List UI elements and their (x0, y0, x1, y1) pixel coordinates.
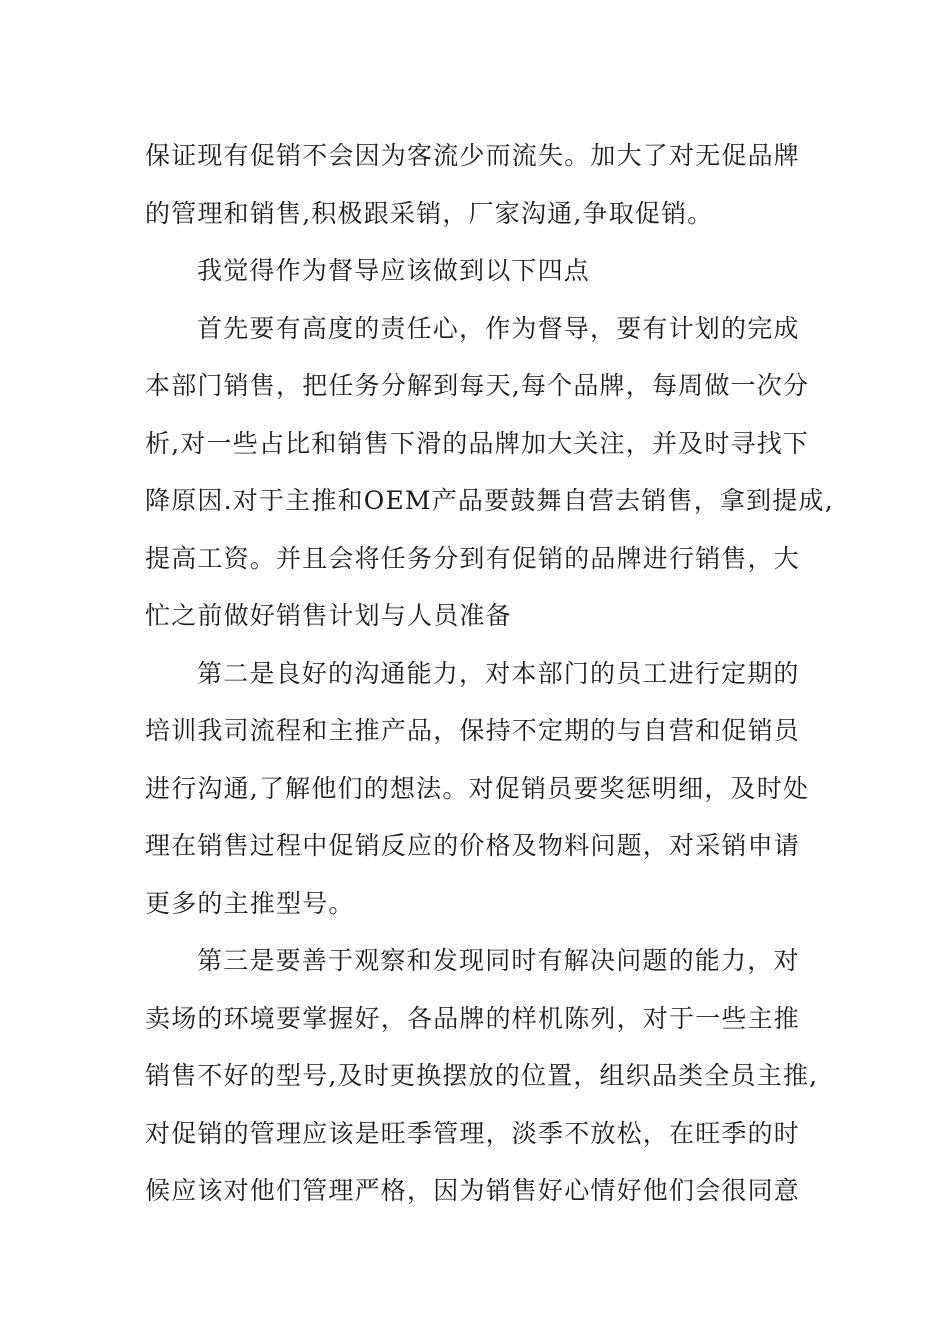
text-line: 卖场的环境要掌握好，各品牌的样机陈列，对于一些主推 (145, 1003, 801, 1033)
text-line: 提高工资。并且会将任务分到有促销的品牌进行销售，大 (145, 543, 801, 573)
text-line: 候应该对他们管理严格，因为销售好心情好他们会很同意 (145, 1176, 801, 1205)
text-line: 理在销售过程中促销反应的价格及物料问题，对采销申请 (145, 831, 801, 860)
document-body (145, 127, 834, 1220)
text-line: 第二是良好的沟通能力，对本部门的员工进行定期的 (197, 658, 800, 688)
paragraph-heading: 我觉得作为督导应该做到以下四点 (197, 256, 591, 285)
text-line: 本部门销售，把任务分解到每天,每个品牌，每周做一次分 (145, 371, 810, 400)
text-line: 进行沟通,了解他们的想法。对促销员要奖惩明细，及时处 (145, 773, 810, 803)
text-line: 销售不好的型号,及时更换摆放的位置，组织品类全员主推, (145, 1061, 819, 1090)
text-line: 第三是要善于观察和发现同时有解决问题的能力，对 (197, 946, 800, 975)
text-line: 忙之前做好销售计划与人员准备 (145, 601, 512, 630)
text-line: 的管理和销售,积极跟采销，厂家沟通,争取促销。 (145, 198, 714, 228)
text-line: 降原因.对于主推和OEM产品要鼓舞自营去销售，拿到提成, (145, 486, 834, 515)
text-line: 对促销的管理应该是旺季管理，淡季不放松，在旺季的时 (145, 1118, 801, 1148)
text-line: 培训我司流程和主推产品，保持不定期的与自营和促销员 (145, 716, 801, 745)
text-line: 保证现有促销不会因为客流少而流失。加大了对无促品牌 (145, 141, 801, 170)
text-line: 析,对一些占比和销售下滑的品牌加大关注，并及时寻找下 (145, 428, 810, 458)
text-line: 首先要有高度的责任心，作为督导，要有计划的完成 (197, 313, 800, 343)
text-line: 更多的主推型号。 (145, 888, 355, 918)
